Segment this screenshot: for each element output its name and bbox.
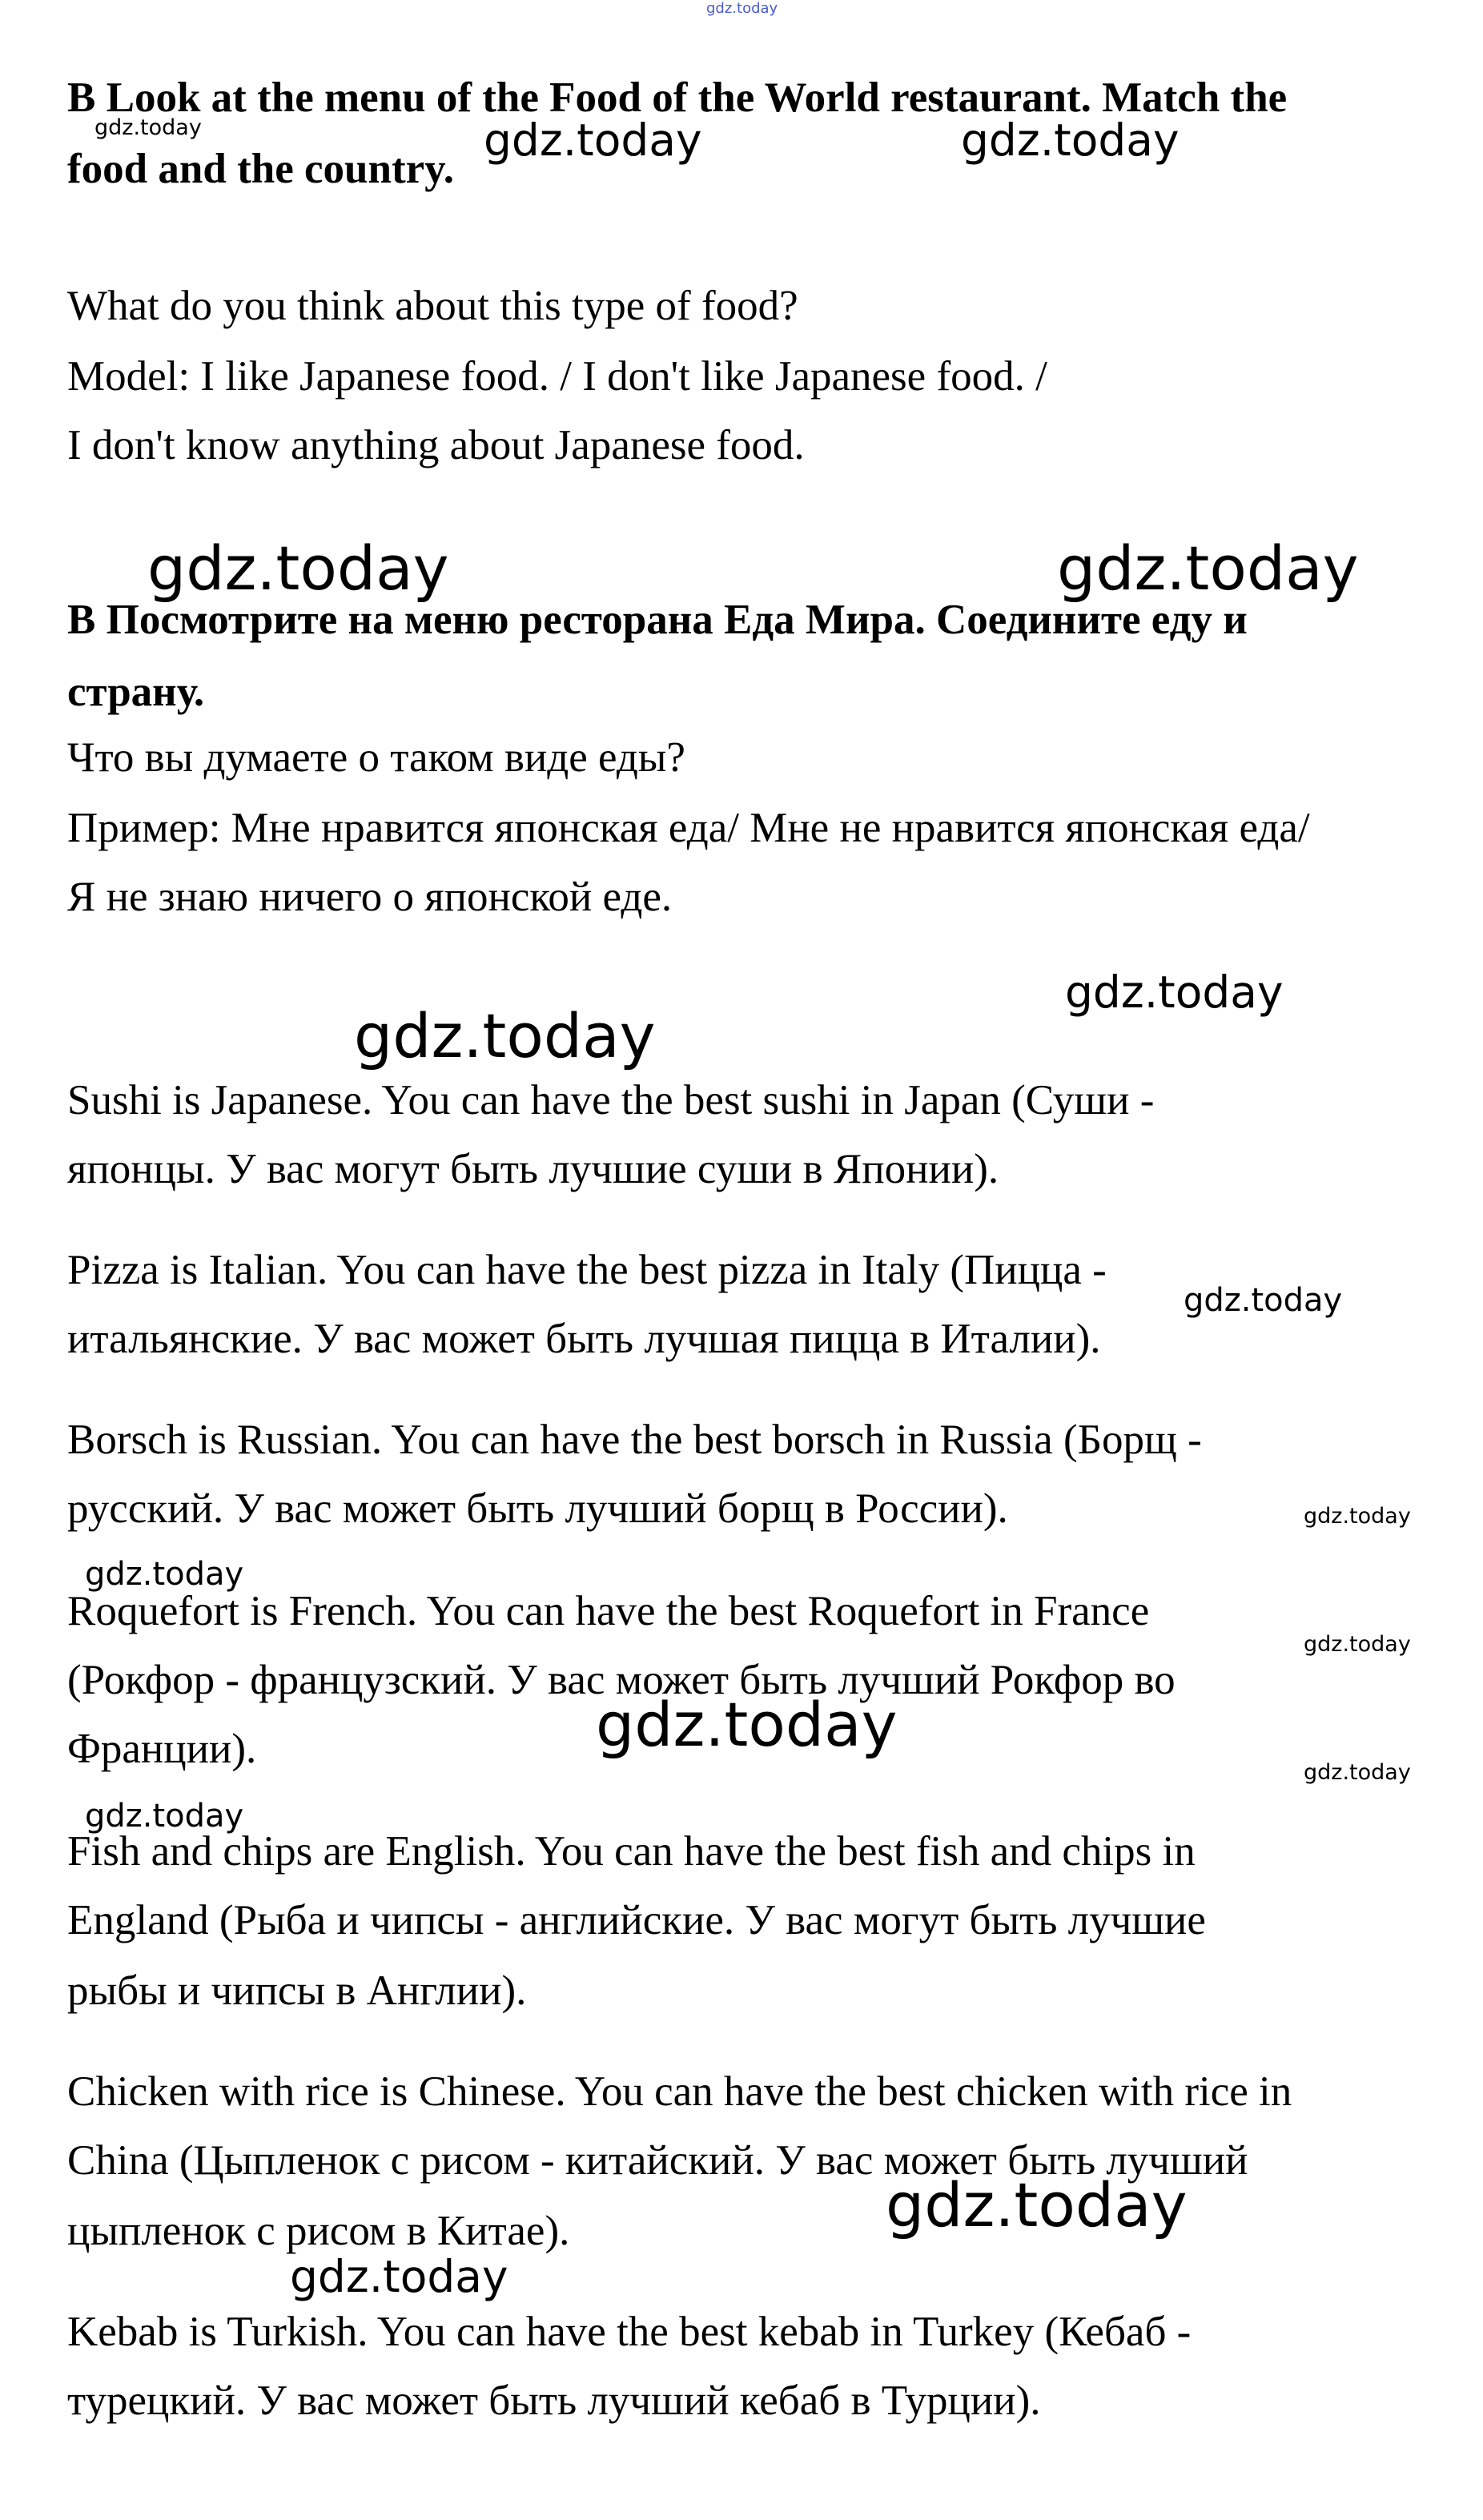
watermark: gdz.today	[961, 115, 1180, 166]
watermark: gdz.today	[94, 115, 202, 140]
answer-line: China (Цыпленок с рисом - китайский. У вас может быть лучший	[67, 2137, 1248, 2184]
answer-line: Borsch is Russian. You can have the best borsch in Russia (Борщ -	[67, 1417, 1202, 1463]
answer-line: цыпленок с рисом в Китае).	[67, 2208, 570, 2254]
watermark: gdz.today	[484, 115, 702, 166]
task-ru-model-line-2: Я не знаю ничего о японской еде.	[67, 874, 673, 920]
watermark: gdz.today	[354, 1000, 656, 1071]
task-en-title-line-1: B Look at the menu of the Food of the World restaurant. Match the	[67, 74, 1288, 121]
answer-line: Pizza is Italian. You can have the best pizza in Italy (Пицца -	[67, 1247, 1107, 1293]
watermark: gdz.today	[85, 1798, 244, 1835]
task-en-model-line-2: I don't know anything about Japanese food.	[67, 422, 805, 468]
answer-line: Fish and chips are English. You can have the best fish and chips in	[67, 1828, 1196, 1875]
answer-line: рыбы и чипсы в Англии).	[67, 1967, 527, 2014]
watermark: gdz.today	[290, 2251, 508, 2302]
answer-line: итальянские. У вас может быть лучшая пицца в Италии).	[67, 1316, 1101, 1362]
answer-line: Sushi is Japanese. You can have the best sushi in Japan (Суши -	[67, 1077, 1155, 1123]
answer-line: Roquefort is French. You can have the best Roquefort in France	[67, 1588, 1150, 1634]
task-ru-title-line-1: В Посмотрите на меню ресторана Еда Мира. Соедините еду и	[67, 597, 1248, 643]
task-en-model-line-1: Model: I like Japanese food. / I don't like Japanese food. /	[67, 353, 1047, 400]
watermark: gdz.today	[886, 2169, 1188, 2241]
watermark: gdz.today	[85, 1556, 244, 1593]
watermark: gdz.today	[1184, 1282, 1343, 1319]
watermark: gdz.today	[147, 533, 449, 604]
task-ru-title-line-2: страну.	[67, 669, 205, 715]
answer-line: японцы. У вас могут быть лучшие суши в Японии).	[67, 1146, 999, 1192]
header-watermark: gdz.today	[706, 0, 778, 17]
task-en-title-line-2: food and the country.	[67, 146, 454, 192]
answer-line: Chicken with rice is Chinese. You can have the best chicken with rice in	[67, 2068, 1292, 2115]
task-ru-model-line-1: Пример: Мне нравится японская еда/ Мне не нравится японская еда/	[67, 805, 1310, 851]
watermark: gdz.today	[596, 1689, 898, 1760]
watermark: gdz.today	[1304, 1632, 1411, 1657]
task-en-question: What do you think about this type of food?	[67, 283, 798, 329]
watermark: gdz.today	[1304, 1760, 1411, 1785]
watermark: gdz.today	[1304, 1504, 1411, 1529]
answer-line: турецкий. У вас может быть лучший кебаб в Турции).	[67, 2377, 1041, 2424]
answer-line: Франции).	[67, 1726, 257, 1772]
answer-line: (Рокфор - французский. У вас может быть лучший Рокфор во	[67, 1657, 1176, 1703]
answer-line: England (Рыба и чипсы - английские. У вас могут быть лучшие	[67, 1897, 1206, 1943]
watermark: gdz.today	[1057, 533, 1359, 604]
answer-line: Kebab is Turkish. You can have the best kebab in Turkey (Кебаб -	[67, 2309, 1192, 2355]
answer-line: русский. У вас может быть лучший борщ в России).	[67, 1485, 1008, 1532]
watermark: gdz.today	[1065, 967, 1284, 1018]
task-ru-question: Что вы думаете о таком виде еды?	[67, 734, 685, 781]
